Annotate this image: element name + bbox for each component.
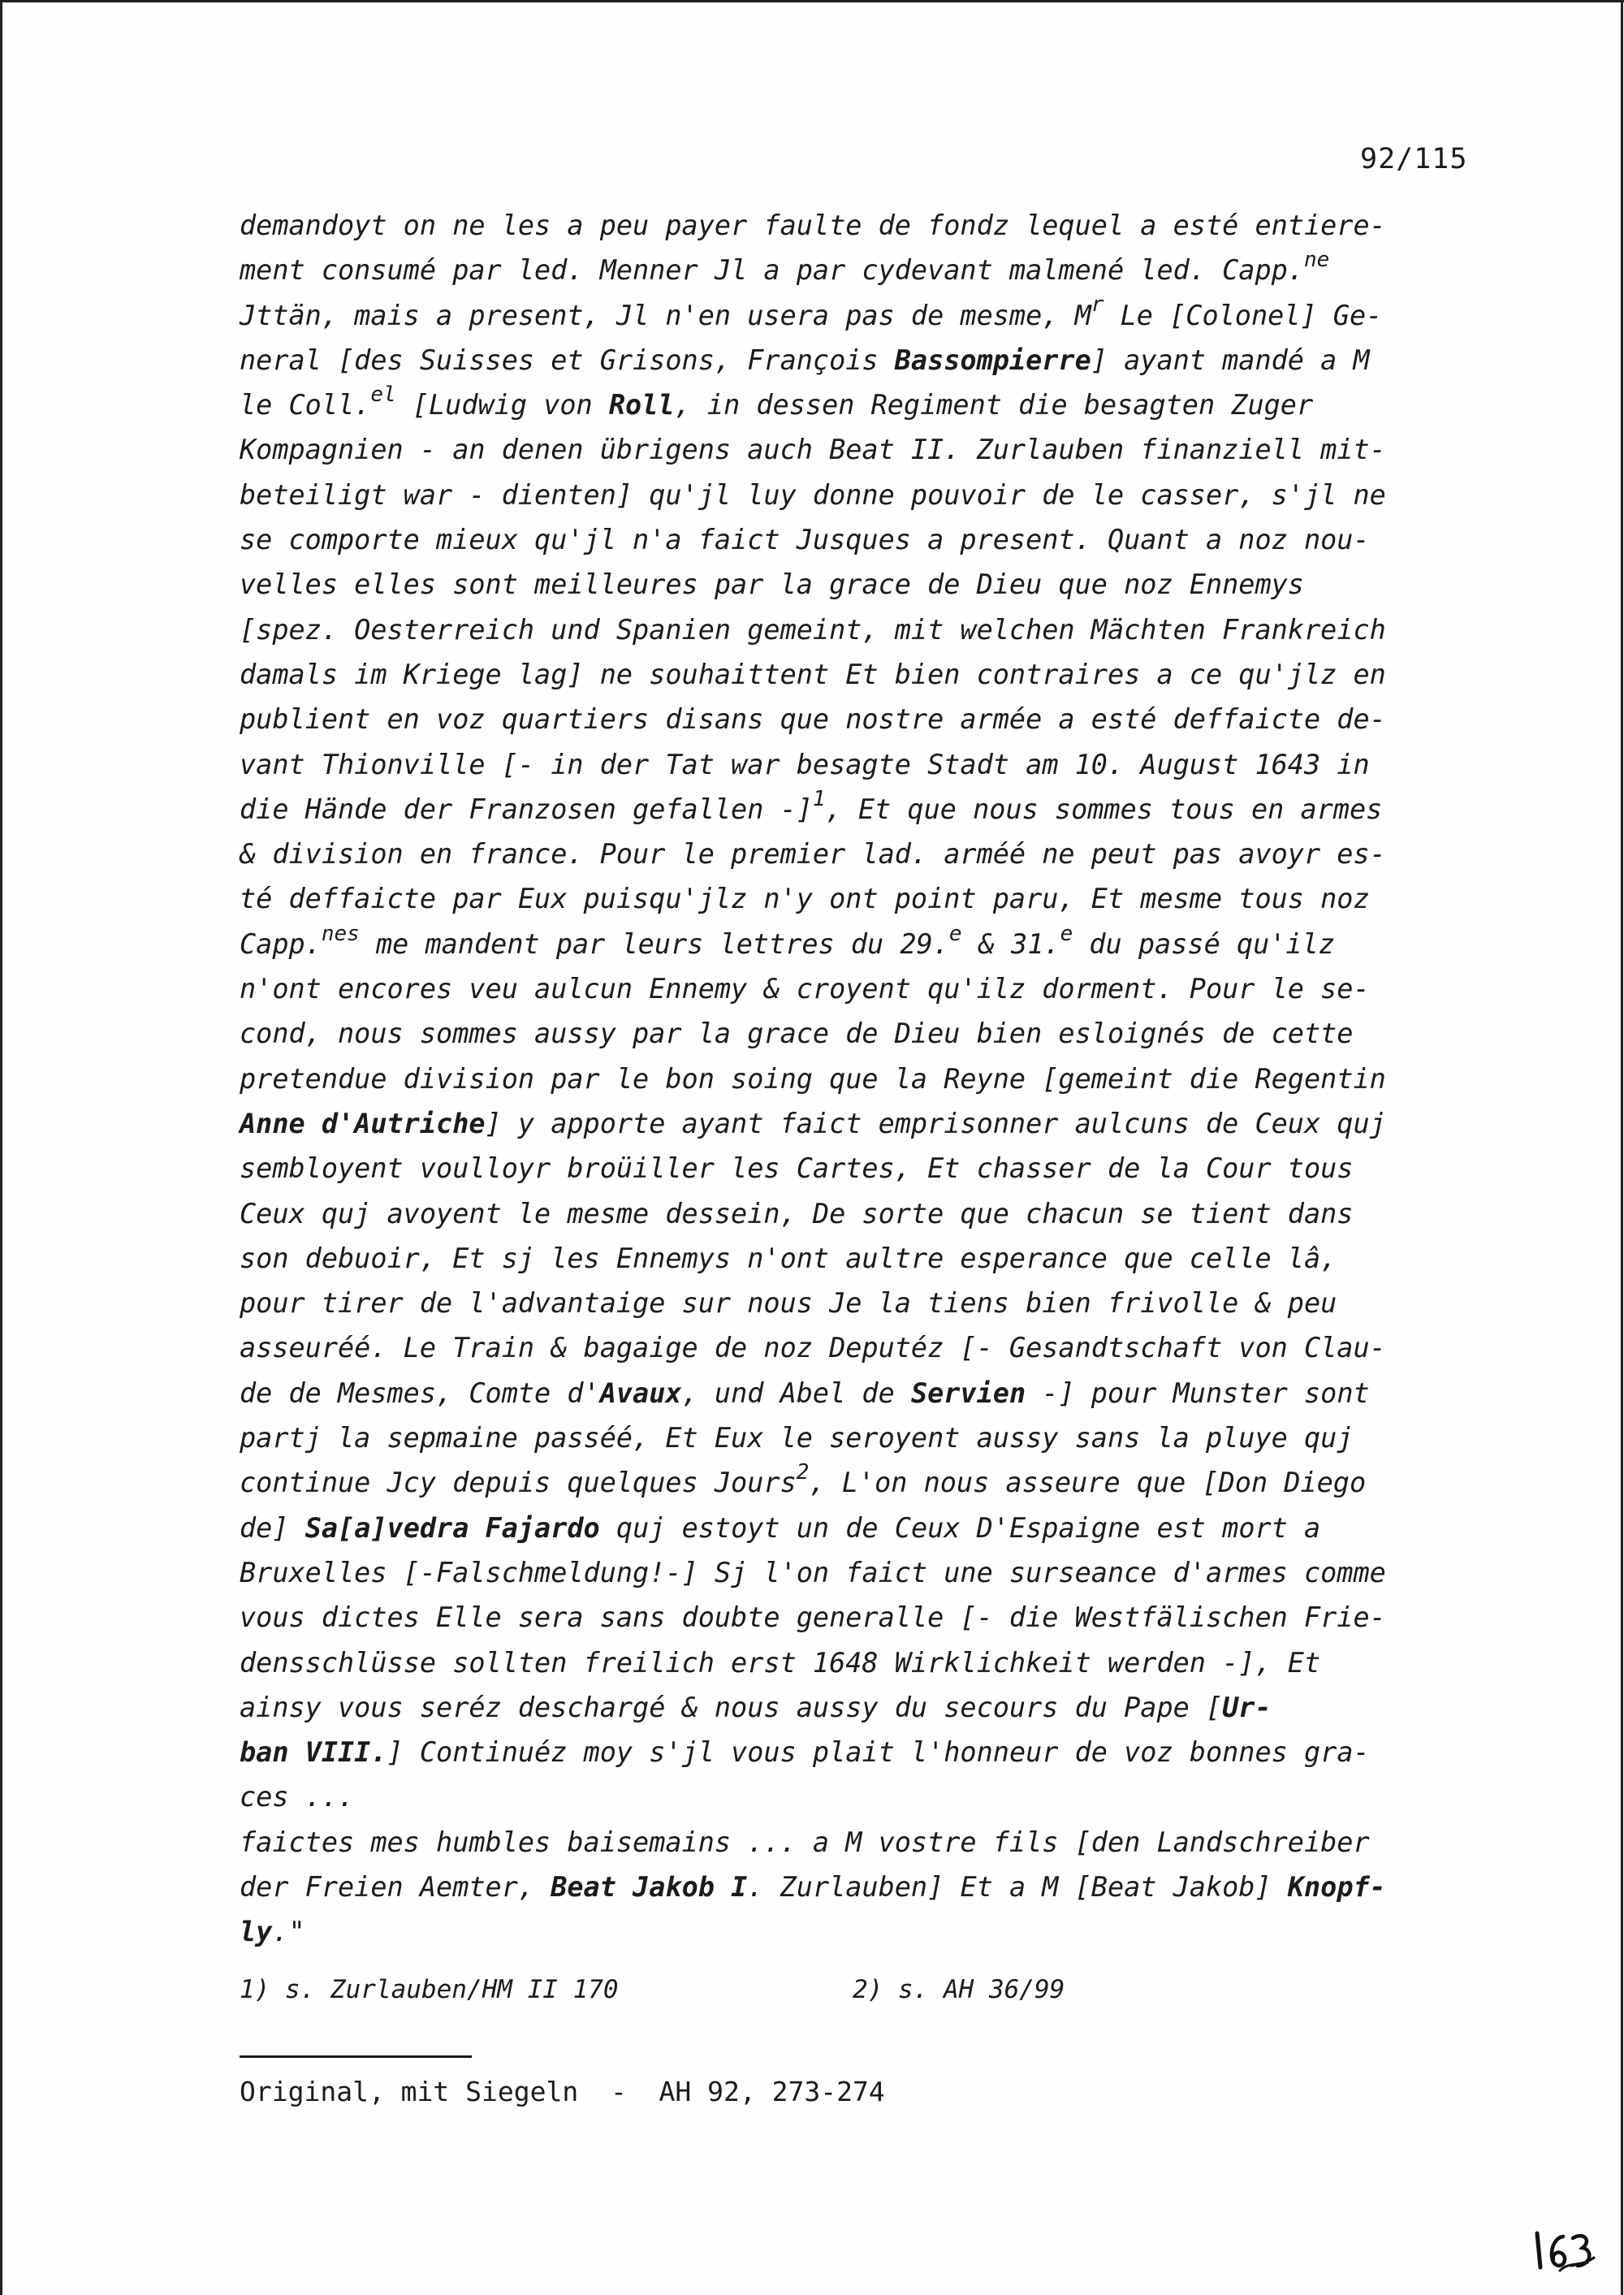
text-line [240,1640,1506,1685]
bold-name: Bassompierre [894,344,1091,376]
text-run: , Et que nous sommes tous en armes [825,793,1383,825]
superscript: el [370,382,396,408]
text-line [240,338,1506,382]
text-run: té deffaicte par Eux puisqu'jlz n'y ont point paru, Et mesme tous noz [240,883,1370,915]
text-line [240,697,1506,741]
text-line [240,742,1506,787]
text-run: sembloyent voulloyr broüiller les Cartes, Et chasser de la Cour tous [240,1152,1354,1185]
text-run: -] pour Munster sont [1026,1377,1370,1409]
text-run: . Zurlauben] Et a M [Beat Jakob] [747,1870,1288,1903]
text-run: asseuréé. Le Train & bagaige de noz Deputéz [- Gesandtschaft von Clau- [240,1332,1386,1364]
text-run: demandoyt on ne les a peu payer faulte de fondz lequel a esté entiere- [240,210,1386,241]
bold-name: Knopf- [1287,1870,1386,1903]
text-run: son debuoir, Et sj les Ennemys n'ont aultre esperance que celle lâ, [240,1242,1337,1274]
footnote-1: 1) s. Zurlauben/HM II 170 [240,1975,619,2004]
text-line [240,382,1506,427]
text-line [240,922,1506,966]
text-run: vous dictes Elle sera sans doubte generalle [- die Westfälischen Frie- [240,1601,1386,1634]
text-run: vant Thionville [- in der Tat war besagte Stadt am 10. August 1643 in [240,748,1370,780]
text-line [240,473,1506,517]
text-line [240,607,1506,652]
text-run: ces ... [240,1781,355,1813]
text-line [240,1415,1506,1460]
text-line [240,832,1506,876]
text-run: damals im Kriege lag] ne souhaittent Et bien contraires a ce qu'jlz en [240,658,1386,690]
bold-name: ban VIII. [240,1736,387,1769]
text-line [240,562,1506,607]
superscript: 1 [812,786,826,811]
text-line [240,1909,1506,1954]
text-run: , L'on nous asseure que [Don Diego [809,1467,1367,1499]
superscript: r [1091,292,1104,318]
bold-name: Servien [910,1377,1026,1409]
superscript: nes [321,921,360,946]
text-run: faictes mes humbles baisemains ... a M vostre fils [den Landschreiber [240,1826,1370,1858]
text-run: continue Jcy depuis quelques Jours [240,1467,797,1499]
text-run: de de Mesmes, Comte d' [240,1377,600,1409]
text-line [240,1730,1506,1774]
text-line [240,1101,1506,1146]
text-run: partj la sepmaine passéé, Et Eux le seroyent aussy sans la pluye quj [240,1422,1354,1454]
page-number: 92/115 [1360,143,1468,175]
text-line [240,517,1506,562]
text-line [240,293,1506,338]
text-run: ." [272,1916,305,1948]
text-line [240,1685,1506,1730]
bold-name: Sa[a]vedra Fajardo [304,1511,600,1544]
scan-border-right [1621,0,1623,2295]
bold-name: Ur- [1222,1691,1272,1723]
text-run: ] Continuéz moy s'jl vous plait l'honneur de voz bonnes gra- [387,1736,1370,1769]
text-line [240,1057,1506,1101]
text-run: , und Abel de [681,1377,911,1409]
text-run: neral [des Suisses et Grisons, François [240,344,895,376]
text-line [240,1865,1506,1909]
text-run: pour tirer de l'advantaige sur nous Je la tiens bien frivolle & peu [240,1287,1337,1320]
footnote-divider [240,2055,472,2058]
superscript: e [948,921,962,946]
text-run: ment consumé par led. Menner Jl a par cydevant malmené led. Capp. [240,254,1304,287]
superscript: 2 [796,1460,810,1485]
text-run: me mandent par leurs lettres du 29. [359,927,949,960]
text-line [240,1281,1506,1325]
text-run: n'ont encores veu aulcun Ennemy & croyent qu'ilz dorment. Pour le se- [240,973,1370,1005]
text-run: der Freien Aemter, [240,1870,551,1903]
text-line [240,1820,1506,1865]
text-run: & division en france. Pour le premier lad. arméé ne peut pas avoyr es- [240,838,1386,871]
text-run: Kompagnien - an denen übrigens auch Beat II. Zurlauben finanziell mit- [240,434,1386,466]
text-line [240,1191,1506,1236]
text-run: Le [Colonel] Ge- [1104,299,1383,331]
bold-name: Anne d'Autriche [240,1107,486,1139]
text-run: die Hände der Franzosen gefallen -] [240,793,813,825]
text-run: Bruxelles [-Falschmeldung!-] Sj l'on faict une surseance d'armes comme [240,1556,1386,1588]
text-run: du passé qu'ilz [1073,927,1335,960]
footnotes [240,1975,1506,2092]
handwritten-folio-mark [1531,2225,1604,2274]
superscript: e [1060,921,1073,946]
text-run: Capp. [240,927,322,960]
text-line [240,876,1506,921]
text-line [240,1506,1506,1550]
text-run: densschlüsse sollten freilich erst 1648 Wirklichkeit werden -], Et [240,1646,1321,1679]
text-line [240,1325,1506,1370]
text-run: [spez. Oesterreich und Spanien gemeint, mit welchen Mächten Frankreich [240,613,1386,646]
text-run: cond, nous sommes aussy par la grace de Dieu bien esloignés de cette [240,1018,1354,1050]
text-line [240,248,1506,292]
text-run: ] y apporte ayant faict emprisonner aulcuns de Ceux quj [485,1107,1386,1139]
text-line [240,427,1506,472]
text-run: de] [240,1511,305,1544]
text-run: le Coll. [240,389,371,421]
text-run: ] ayant mandé a M [1091,344,1370,376]
text-line [240,1236,1506,1281]
text-run: quj estoyt un de Ceux D'Espaigne est mort a [599,1511,1321,1544]
text-run: ainsy vous seréz deschargé & nous aussy du secours du Pape [ [240,1691,1223,1723]
text-line [240,1011,1506,1056]
bold-name: Beat Jakob I [551,1870,748,1903]
text-line [240,1146,1506,1191]
footnote-2: 2) s. AH 36/99 [853,1975,1065,2004]
text-line [240,1460,1506,1505]
text-run: publient en voz quartiers disans que nostre armée a esté deffaicte de- [240,703,1386,736]
text-line [240,966,1506,1011]
text-line [240,1595,1506,1640]
text-run: beteiligt war - dienten] qu'jl luy donne pouvoir de le casser, s'jl ne [240,478,1386,511]
scan-border-left [0,0,2,2295]
bold-name: Roll [608,389,675,421]
text-run: Ceux quj avoyent le mesme dessein, De sorte que chacun se tient dans [240,1197,1354,1230]
text-run: pretendue division par le bon soing que la Reyne [gemeint die Regentin [240,1062,1386,1095]
text-line [240,652,1506,697]
source-citation: Original, mit Siegeln - AH 92, 273-274 [240,2076,885,2107]
letter-transcription [240,203,1506,1955]
bold-name: Avaux [599,1377,682,1409]
text-line [240,203,1506,248]
bold-name: ly [240,1916,273,1948]
text-line [240,787,1506,832]
text-run: se comporte mieux qu'jl n'a faict Jusques a present. Quant a noz nou- [240,524,1370,556]
text-run: & 31. [961,927,1060,960]
superscript: ne [1303,248,1330,273]
text-run: Jttän, mais a present, Jl n'en usera pas de mesme, M [240,299,1091,331]
text-line [240,1371,1506,1415]
scan-border-top [0,0,1624,2]
text-line [240,1774,1506,1819]
text-run: , in dessen Regiment die besagten Zuger [674,389,1314,421]
text-run: [Ludwig von [395,389,609,421]
text-run: velles elles sont meilleures par la grace de Dieu que noz Ennemys [240,568,1304,601]
text-line [240,1550,1506,1595]
